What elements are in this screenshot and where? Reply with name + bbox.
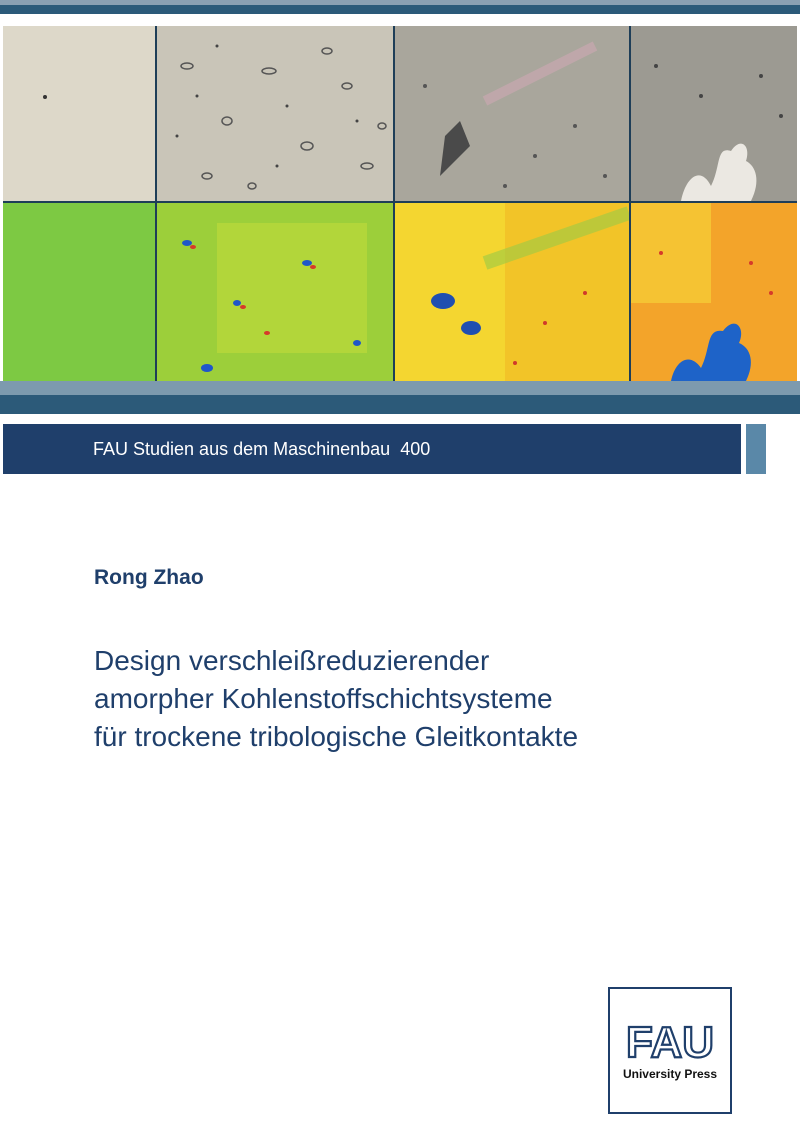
fau-logo	[620, 1017, 720, 1063]
micrograph-clean-surface	[3, 26, 155, 201]
fau-logo-text: FAU	[626, 1018, 714, 1063]
micrograph-scattered-particles	[157, 26, 393, 201]
micrograph-wear-debris	[395, 26, 629, 201]
series-accent-block	[746, 424, 766, 474]
title-line: für trockene tribologische Gleitkontakte	[94, 721, 579, 752]
book-title	[94, 642, 774, 756]
series-number: 400	[400, 439, 431, 459]
series-banner	[3, 424, 741, 474]
top-color-strip	[0, 0, 800, 14]
color-band-light	[0, 381, 800, 395]
series-label	[93, 439, 430, 460]
height-map-particles-green	[157, 203, 393, 381]
title-line: Design verschleißreduzierender	[94, 645, 490, 676]
publisher-name: University Press	[622, 1067, 718, 1081]
height-map-delamination-orange	[631, 203, 797, 381]
height-map-flat-green	[3, 203, 155, 381]
title-line: amorpher Kohlenstoffschichtsysteme	[94, 683, 553, 714]
author-name: Rong Zhao	[94, 566, 204, 589]
height-map-wear-yellow	[395, 203, 629, 381]
series-name: FAU Studien aus dem Maschinenbau	[93, 439, 391, 459]
color-band-dark	[0, 395, 800, 414]
micrograph-delaminated-coating	[631, 26, 797, 201]
publisher-logo-box	[608, 987, 732, 1114]
image-mosaic	[3, 26, 797, 381]
